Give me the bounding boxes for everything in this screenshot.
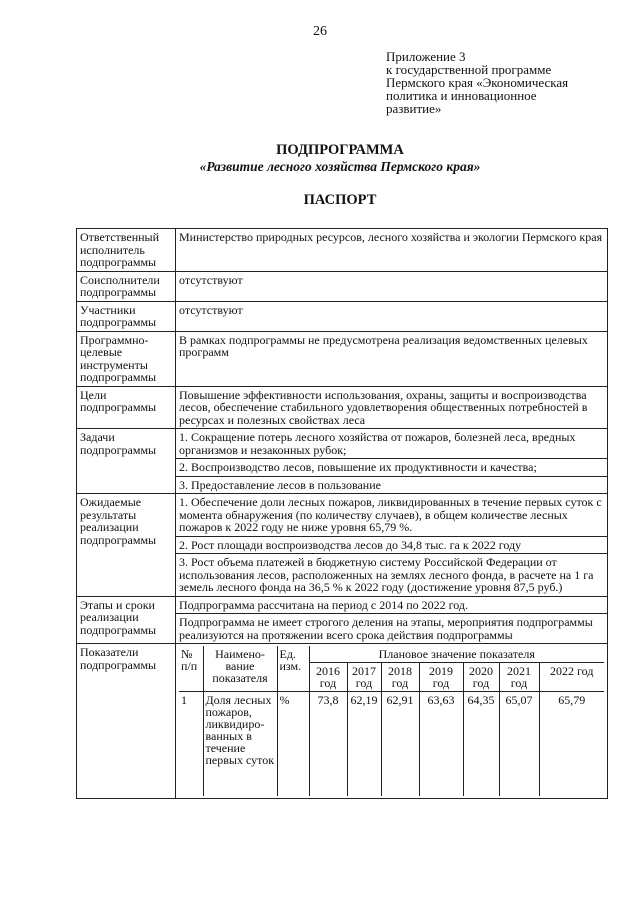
passport-row-executor bbox=[77, 229, 608, 272]
passport-row-tasks bbox=[77, 429, 608, 494]
row-label: Этапы и сроки реализации подпрограммы bbox=[77, 596, 176, 644]
year-header: 2022 год bbox=[539, 663, 604, 692]
subprogram-subtitle: «Развитие лесного хозяйства Пермского края» bbox=[199, 159, 481, 174]
result-item: 1. Обеспечение доли лесных пожаров, ликвидированных в течение первых суток с момента обнаружения (по количеству случаев), в общем количестве лесных пожаров к 2022 году не ниже уровня 65,79 %. bbox=[176, 496, 607, 537]
row-label: Задачи подпрограммы bbox=[77, 429, 176, 494]
row-value: отсутствуют bbox=[176, 271, 608, 301]
passport-title: ПАСПОРТ bbox=[303, 192, 377, 208]
passport-row-goals bbox=[77, 386, 608, 429]
row-label: Участники подпрограммы bbox=[77, 301, 176, 331]
passport-table bbox=[76, 228, 608, 799]
row-value: Повышение эффективности использования, охраны, защиты и воспроизводства лесов, обеспечение стабильного удовлетворения общественных потребностей в ресурсах и полезных свойствах леса bbox=[176, 386, 608, 429]
task-item: 2. Воспроизводство лесов, повышение их продуктивности и качества; bbox=[176, 461, 607, 477]
year-header: 2016 год bbox=[309, 663, 347, 692]
year-header: 2018 год bbox=[381, 663, 419, 692]
passport-row-indicators bbox=[77, 644, 608, 799]
indicators-header-row bbox=[179, 646, 604, 663]
indicator-name: Доля лесных пожаров, ликвидиро-ванных в течение первых суток bbox=[203, 692, 277, 797]
indicator-value: 65,79 bbox=[539, 692, 604, 797]
task-item: 1. Сокращение потерь лесного хозяйства от пожаров, болезней леса, вредных организмов и незаконных рубок; bbox=[176, 431, 607, 459]
appendix-line: Приложение 3 bbox=[386, 49, 466, 64]
appendix-line: политика и инновационное bbox=[386, 88, 537, 103]
row-value: В рамках подпрограммы не предусмотрена реализация ведомственных целевых программ bbox=[176, 331, 608, 386]
indicator-number: 1 bbox=[179, 692, 203, 797]
passport-row-results bbox=[77, 494, 608, 597]
appendix-line: Пермского края «Экономическая bbox=[386, 75, 569, 90]
result-item: 2. Рост площади воспроизводства лесов до 34,8 тыс. га к 2022 году bbox=[176, 539, 607, 555]
indicator-value: 62,91 bbox=[381, 692, 419, 797]
row-value bbox=[176, 494, 608, 597]
indicators-table bbox=[179, 646, 604, 796]
page-number: 26 bbox=[313, 24, 327, 39]
row-label: Показатели подпрограммы bbox=[77, 644, 176, 799]
row-label: Программно-целевые инструменты подпрограммы bbox=[77, 331, 176, 386]
indicators-cell bbox=[176, 644, 608, 799]
row-value: отсутствуют bbox=[176, 301, 608, 331]
indicator-row bbox=[179, 692, 604, 797]
col-header-name: Наимено-вание показателя bbox=[203, 646, 277, 692]
appendix-line: развитие» bbox=[386, 101, 442, 116]
col-header-unit: Ед. изм. bbox=[277, 646, 309, 692]
passport-row-stages bbox=[77, 596, 608, 644]
row-value bbox=[176, 596, 608, 644]
row-label: Ожидаемые результаты реализации подпрограммы bbox=[77, 494, 176, 597]
appendix-note bbox=[386, 50, 626, 115]
appendix-line: к государственной программе bbox=[386, 62, 552, 77]
row-label: Цели подпрограммы bbox=[77, 386, 176, 429]
col-header-number: № п/п bbox=[179, 646, 203, 692]
indicator-value: 65,07 bbox=[499, 692, 539, 797]
year-header: 2020 год bbox=[463, 663, 499, 692]
indicator-unit: % bbox=[277, 692, 309, 797]
year-header: 2021 год bbox=[499, 663, 539, 692]
task-item: 3. Предоставление лесов в пользование bbox=[179, 477, 381, 492]
indicator-value: 62,19 bbox=[347, 692, 381, 797]
row-value: Министерство природных ресурсов, лесного хозяйства и экологии Пермского края bbox=[176, 229, 608, 272]
col-header-plan: Плановое значение показателя bbox=[309, 646, 604, 663]
row-label: Ответственный исполнитель подпрограммы bbox=[77, 229, 176, 272]
indicator-value: 63,63 bbox=[419, 692, 463, 797]
row-label: Соисполнители подпрограммы bbox=[77, 271, 176, 301]
year-header: 2019 год bbox=[419, 663, 463, 692]
subprogram-title: ПОДПРОГРАММА bbox=[276, 142, 404, 158]
row-value bbox=[176, 429, 608, 494]
passport-row-coexecutors bbox=[77, 271, 608, 301]
result-item: 3. Рост объема платежей в бюджетную систему Российской Федерации от использования лесов, расположенных на землях лесного фонда, в расчете на 1 га земель лесного фонда на 36,5 % к 2022 году (достижение уровня 87,5 руб.) bbox=[179, 555, 594, 594]
stage-item: Подпрограмма рассчитана на период с 2014 по 2022 год. bbox=[176, 599, 607, 615]
passport-row-instruments bbox=[77, 331, 608, 386]
indicator-value: 64,35 bbox=[463, 692, 499, 797]
year-header: 2017 год bbox=[347, 663, 381, 692]
stage-item: Подпрограмма не имеет строгого деления на этапы, мероприятия подпрограммы реализуются на протяжении всего срока действия подпрограммы bbox=[179, 615, 593, 642]
indicator-value: 73,8 bbox=[309, 692, 347, 797]
passport-row-participants bbox=[77, 301, 608, 331]
